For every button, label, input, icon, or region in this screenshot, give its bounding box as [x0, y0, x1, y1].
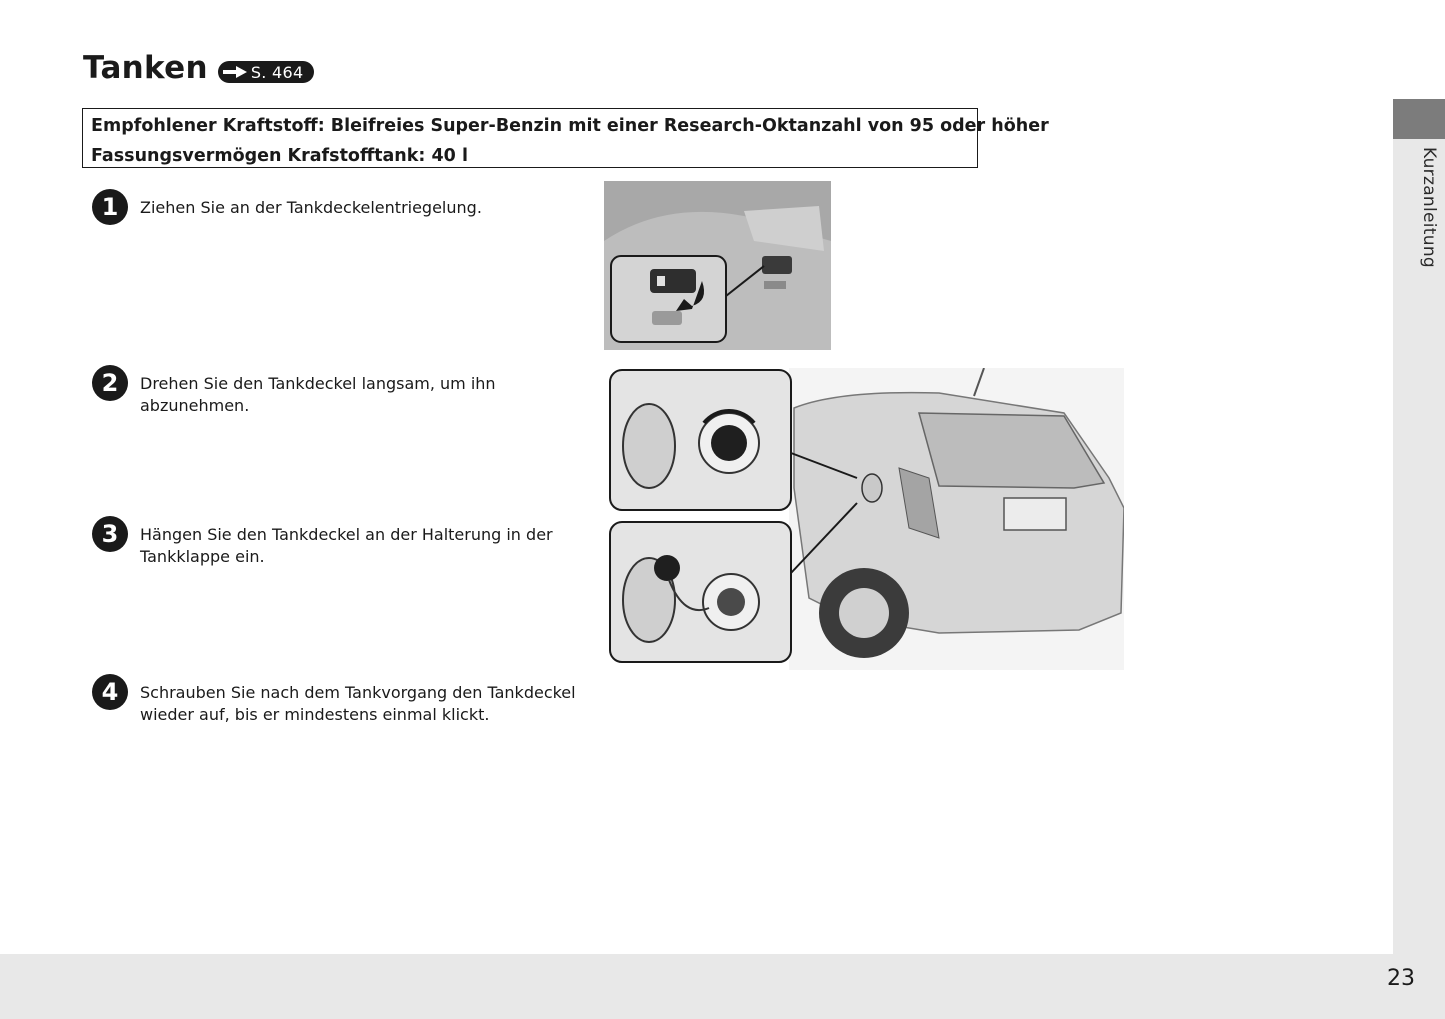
step-number-badge: 3	[92, 516, 128, 552]
step-number-badge: 2	[92, 365, 128, 401]
step-text: Schrauben Sie nach dem Tankvorgang den Tankdeckel wieder auf, bis er mindestens einmal klickt.	[140, 683, 576, 724]
page-title	[83, 50, 314, 86]
step-number-badge: 4	[92, 674, 128, 710]
arrow-right-icon	[222, 65, 248, 79]
step-text: Ziehen Sie an der Tankdeckelentriegelung.	[140, 198, 482, 217]
title-text: Tanken	[83, 50, 208, 86]
step-text: Hängen Sie den Tankdeckel an der Halterung in der Tankklappe ein.	[140, 525, 553, 566]
fuel-cap-car-illustration	[609, 368, 1124, 670]
side-tab-label: Kurzanleitung	[1419, 147, 1439, 268]
fuel-type-line: Empfohlener Kraftstoff: Bleifreies Super-Benzin mit einer Research-Oktanzahl von 95 oder höher	[91, 116, 1049, 136]
step-text: Drehen Sie den Tankdeckel langsam, um ihn abzunehmen.	[140, 374, 496, 415]
fuel-release-illustration	[604, 181, 831, 350]
tank-capacity-line: Fassungsvermögen Krafstofftank: 40 l	[91, 146, 468, 166]
page-number: 23	[1387, 966, 1415, 991]
page-reference-text: S. 464	[250, 62, 304, 82]
side-tab-marker	[1393, 99, 1445, 139]
page-footer	[0, 954, 1445, 1019]
fuel-info-box	[82, 108, 1049, 168]
section-side-tab[interactable]	[1393, 99, 1445, 954]
step-number-badge: 1	[92, 189, 128, 225]
page-reference-link[interactable]	[218, 61, 314, 83]
